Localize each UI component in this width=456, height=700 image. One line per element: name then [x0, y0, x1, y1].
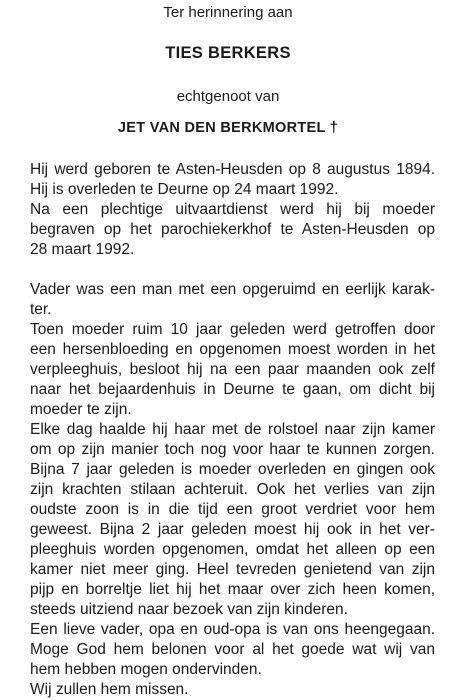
text-line: hem hebben mogen ondervinden.	[30, 661, 262, 678]
text-line: een hersenbloeding en opgenomen moest worden in het	[30, 341, 435, 358]
text-line: Na een plechtige uitvaartdienst werd hij bij moeder	[30, 201, 435, 218]
text-line: pijp en borreltje liet hij het maar over zich heen komen,	[30, 581, 435, 598]
paragraph	[30, 160, 435, 260]
paragraph	[30, 280, 435, 700]
text-line: Moge God hem belonen voor al het goede wat wij van	[30, 641, 435, 658]
text-line: Een lieve vader, opa en oud-opa is van ons heengegaan.	[30, 621, 435, 638]
text-line: geweest. Bijna 2 jaar geleden moest hij ook in het ver-	[30, 521, 435, 538]
text-line: zijn krachten stilaan achteruit. Ook het verlies van zijn	[30, 481, 435, 498]
text-line: Elke dag haalde hij haar met de rolstoel naar zijn kamer	[30, 421, 435, 438]
text-line: Hij is overleden te Deurne op 24 maart 1992.	[30, 181, 339, 198]
text-line: Hij werd geboren te Asten-Heusden op 8 augustus 1894.	[30, 161, 435, 178]
text-line: steeds uitziend naar bezoek van zijn kinderen.	[30, 601, 348, 618]
body-text	[30, 160, 435, 700]
text-line: Toen moeder ruim 10 jaar geleden werd getroffen door	[30, 321, 435, 338]
text-line: om op zijn manier toch nog voor haar te kunnen zorgen.	[30, 441, 435, 458]
text-line: moeder te zijn.	[30, 401, 132, 418]
text-line: Vader was een man met een opgeruimd en eerlijk karak-	[30, 281, 435, 298]
deceased-name: TIES BERKERS	[165, 44, 291, 62]
text-line: oudste zoon is in die tijd een groot verdriet voor hem	[30, 501, 435, 518]
text-line: kamer niet meer ging. Heel tevreden genietend van zijn	[30, 561, 435, 578]
intro-text: Ter herinnering aan	[163, 4, 293, 21]
text-line: pleeghuis worden opgenomen, omdat het alleen op een	[30, 541, 435, 558]
text-line: begraven op het parochiekerkhof te Asten-Heusden op	[30, 221, 435, 238]
relation-text: echtgenoot van	[176, 88, 280, 105]
text-line: 28 maart 1992.	[30, 241, 135, 258]
spouse-name: JET VAN DEN BERKMORTEL †	[117, 120, 339, 136]
text-line: ter.	[30, 301, 52, 318]
text-line: Wij zullen hem missen.	[30, 681, 189, 698]
text-line: Bijna 7 jaar geleden is moeder overleden en gingen ook	[30, 461, 435, 478]
text-line: naar het bejaardenhuis in Deurne te gaan, om dicht bij	[30, 381, 435, 398]
paragraph-gap	[30, 260, 435, 280]
text-line: verpleeghuis, besloot hij na een paar maanden ook zelf	[30, 361, 435, 378]
